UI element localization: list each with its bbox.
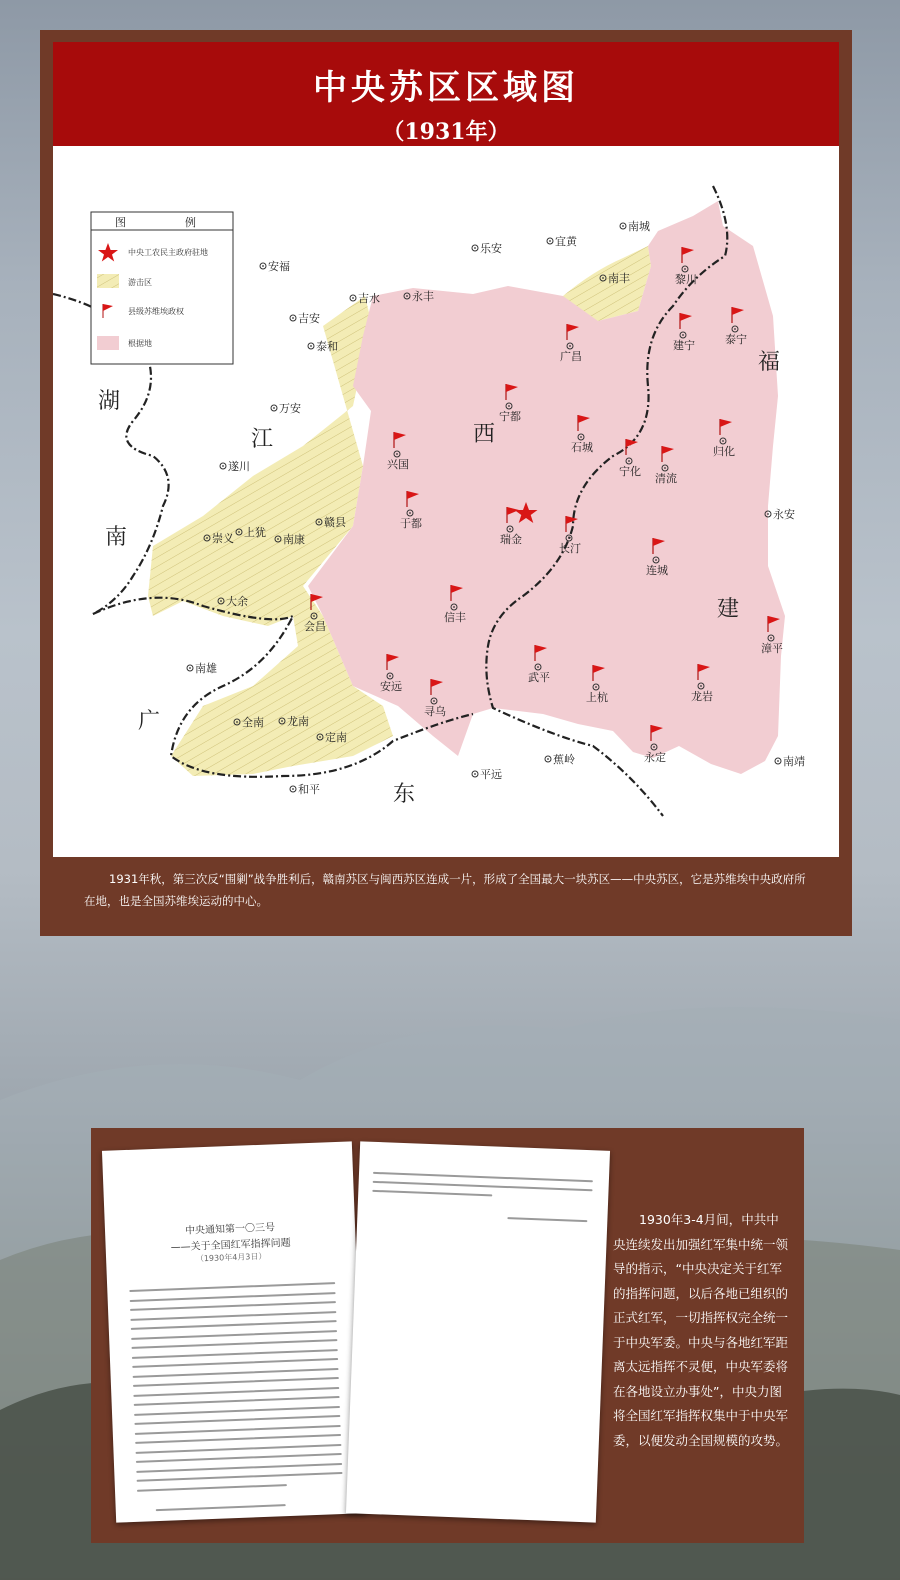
place-marker-dot bbox=[549, 240, 551, 242]
document-text-line bbox=[132, 1349, 338, 1359]
place-marker-dot bbox=[722, 440, 724, 442]
place-label: 广昌 bbox=[560, 350, 582, 363]
legend-item-label: 县级苏维埃政权 bbox=[128, 307, 184, 316]
document-date: （1930年4月3日） bbox=[195, 1251, 267, 1264]
document-description: 1930年3-4月间，中共中央连续发出加强红军集中统一领导的指示，“中央决定关于红军的指挥问题，以后各地已组织的正式红军，一切指挥权完全统一于中央军委。中央与各地红军距离太远指挥不灵便，中央军委将在各地设立办事处”，中央力图将全国红军指挥权集中于中央军委，以便发动全国规模的攻势。 bbox=[613, 1212, 789, 1448]
place-marker-dot bbox=[220, 600, 222, 602]
place-label: 黎川 bbox=[675, 273, 697, 286]
place-marker-dot bbox=[734, 328, 736, 330]
place-label: 遂川 bbox=[228, 460, 250, 473]
map-header bbox=[53, 42, 839, 146]
document-text-line bbox=[137, 1472, 343, 1482]
place-marker-dot bbox=[292, 317, 294, 319]
place-label: 连城 bbox=[646, 564, 668, 577]
place-label: 赣县 bbox=[324, 516, 346, 529]
document-text-line bbox=[133, 1387, 339, 1397]
place-label: 宁化 bbox=[619, 465, 641, 478]
legend bbox=[91, 212, 233, 364]
place-marker-dot bbox=[682, 334, 684, 336]
place-marker-dot bbox=[568, 537, 570, 539]
soviet-area-map bbox=[53, 146, 839, 857]
place-label: 万安 bbox=[279, 402, 301, 415]
place-marker-dot bbox=[292, 788, 294, 790]
document-text-line bbox=[131, 1320, 337, 1330]
document-text-line bbox=[129, 1282, 335, 1292]
place-label: 上犹 bbox=[244, 526, 266, 539]
province-label: 广 bbox=[138, 709, 161, 734]
place-label: 寻乌 bbox=[424, 705, 446, 718]
place-label: 平远 bbox=[480, 768, 502, 781]
place-label: 南康 bbox=[283, 533, 305, 546]
document-text-line bbox=[132, 1358, 338, 1368]
document-text-line bbox=[373, 1172, 593, 1182]
place-marker-dot bbox=[509, 528, 511, 530]
document-text-line bbox=[130, 1292, 336, 1302]
place-marker-dot bbox=[396, 453, 398, 455]
place-label: 长汀 bbox=[559, 542, 581, 555]
document-text-line bbox=[507, 1217, 587, 1222]
place-label: 全南 bbox=[242, 716, 264, 729]
document-body-text bbox=[102, 1141, 352, 1151]
document-text-line bbox=[137, 1484, 287, 1492]
legend-header-left: 图 bbox=[115, 216, 126, 229]
place-marker-dot bbox=[222, 465, 224, 467]
place-marker-dot bbox=[409, 512, 411, 514]
place-marker-dot bbox=[281, 720, 283, 722]
place-label: 吉安 bbox=[298, 312, 320, 325]
striped-area-icon bbox=[97, 274, 119, 288]
map-area bbox=[53, 146, 839, 857]
document-text-line bbox=[130, 1311, 336, 1321]
document-page-right bbox=[346, 1141, 610, 1522]
place-label: 定南 bbox=[325, 731, 347, 744]
place-marker-dot bbox=[453, 606, 455, 608]
document-page-left bbox=[102, 1141, 366, 1522]
place-marker-dot bbox=[622, 225, 624, 227]
place-label: 安福 bbox=[268, 260, 290, 273]
place-marker-dot bbox=[580, 436, 582, 438]
place-label: 石城 bbox=[571, 441, 593, 454]
place-marker-dot bbox=[238, 531, 240, 533]
map-panel bbox=[40, 30, 852, 936]
place-label: 瑞金 bbox=[500, 533, 522, 546]
place-marker-dot bbox=[433, 700, 435, 702]
place-marker-dot bbox=[262, 265, 264, 267]
place-label: 武平 bbox=[528, 671, 550, 684]
place-marker-dot bbox=[389, 675, 391, 677]
place-marker-dot bbox=[628, 460, 630, 462]
document-text-line bbox=[133, 1377, 339, 1387]
place-label: 清流 bbox=[655, 472, 677, 485]
document-text-line bbox=[134, 1405, 340, 1415]
place-label: 南雄 bbox=[195, 662, 217, 675]
place-label: 大余 bbox=[226, 595, 248, 608]
place-marker-dot bbox=[602, 277, 604, 279]
place-label: 兴国 bbox=[387, 458, 409, 471]
place-marker-dot bbox=[655, 559, 657, 561]
place-label: 蕉岭 bbox=[553, 753, 575, 766]
place-label: 永丰 bbox=[412, 290, 434, 303]
document-text-line bbox=[136, 1453, 342, 1463]
document-text-line bbox=[133, 1368, 339, 1378]
pink-area-icon bbox=[97, 336, 119, 350]
map-title: 中央苏区区域图 bbox=[313, 68, 579, 108]
place-label: 信丰 bbox=[444, 611, 466, 624]
place-marker-dot bbox=[547, 758, 549, 760]
legend-item-label: 根据地 bbox=[128, 339, 152, 348]
place-label: 会昌 bbox=[304, 620, 326, 633]
province-label: 东 bbox=[393, 782, 416, 807]
place-marker-dot bbox=[700, 685, 702, 687]
place-marker-dot bbox=[352, 297, 354, 299]
place-marker-dot bbox=[569, 345, 571, 347]
document-text-line bbox=[130, 1301, 336, 1311]
place-marker-dot bbox=[474, 247, 476, 249]
map-subtitle: （1931年） bbox=[382, 119, 510, 145]
place-marker-dot bbox=[684, 268, 686, 270]
document-text-line bbox=[131, 1339, 337, 1349]
place-marker-dot bbox=[767, 513, 769, 515]
place-marker-dot bbox=[310, 345, 312, 347]
document-text-line bbox=[134, 1415, 340, 1425]
province-label: 建 bbox=[717, 597, 740, 622]
place-label: 归化 bbox=[713, 445, 735, 458]
document-text-line bbox=[134, 1396, 340, 1406]
province-label: 福 bbox=[758, 350, 781, 375]
place-label: 宁都 bbox=[499, 410, 521, 423]
place-marker-dot bbox=[189, 667, 191, 669]
place-label: 乐安 bbox=[480, 242, 502, 255]
map-caption: 1931年秋，第三次反“围剿”战争胜利后，赣南苏区与闽西苏区连成一片，形成了全国最大一块苏区——中央苏区，它是苏维埃中央政府所在地，也是全国苏维埃运动的中心。 bbox=[84, 872, 806, 908]
place-label: 于都 bbox=[400, 517, 422, 530]
document-body-text bbox=[360, 1141, 610, 1151]
place-marker-dot bbox=[664, 467, 666, 469]
place-label: 崇义 bbox=[212, 532, 234, 545]
place-marker-dot bbox=[474, 773, 476, 775]
document-panel bbox=[91, 1128, 804, 1543]
document-title: 中央通知第一〇三号 bbox=[184, 1222, 276, 1237]
document-text-line bbox=[135, 1434, 341, 1444]
place-label: 和平 bbox=[298, 783, 320, 796]
legend-item-label: 中央工农民主政府驻地 bbox=[128, 248, 208, 257]
document-text-line bbox=[136, 1443, 342, 1453]
place-label: 安远 bbox=[380, 680, 402, 693]
place-marker-dot bbox=[770, 637, 772, 639]
province-label: 江 bbox=[251, 427, 274, 452]
document-text-line bbox=[131, 1330, 337, 1340]
place-label: 龙南 bbox=[287, 715, 309, 728]
legend-header-right: 例 bbox=[185, 216, 196, 229]
place-label: 龙岩 bbox=[691, 690, 713, 703]
place-marker-dot bbox=[508, 405, 510, 407]
place-label: 漳平 bbox=[761, 642, 783, 655]
place-marker-dot bbox=[313, 615, 315, 617]
document-subtitle: ——关于全国红军指挥问题 bbox=[170, 1237, 291, 1254]
document-text-line bbox=[135, 1424, 341, 1434]
document-text-line bbox=[136, 1462, 342, 1472]
place-label: 上杭 bbox=[586, 691, 608, 704]
place-marker-dot bbox=[406, 295, 408, 297]
place-label: 宜黄 bbox=[555, 235, 577, 248]
place-marker-dot bbox=[319, 736, 321, 738]
place-marker-dot bbox=[653, 746, 655, 748]
province-label: 南 bbox=[105, 525, 128, 550]
place-label: 南丰 bbox=[608, 272, 630, 285]
place-marker-dot bbox=[318, 521, 320, 523]
place-label: 泰和 bbox=[316, 340, 338, 353]
place-marker-dot bbox=[273, 407, 275, 409]
place-marker-dot bbox=[777, 760, 779, 762]
document-text-line bbox=[373, 1181, 593, 1191]
document-text-line bbox=[156, 1504, 286, 1511]
place-label: 南靖 bbox=[783, 755, 805, 768]
place-label: 永定 bbox=[644, 751, 666, 764]
place-marker-dot bbox=[277, 538, 279, 540]
place-label: 建宁 bbox=[673, 339, 695, 352]
document-text-line bbox=[372, 1190, 492, 1197]
place-label: 泰宁 bbox=[725, 333, 747, 346]
place-label: 永安 bbox=[773, 508, 795, 521]
place-marker-dot bbox=[595, 686, 597, 688]
place-marker-dot bbox=[537, 666, 539, 668]
place-marker-dot bbox=[236, 721, 238, 723]
place-label: 南城 bbox=[628, 220, 650, 233]
province-label: 湖 bbox=[98, 389, 121, 414]
place-marker-dot bbox=[206, 537, 208, 539]
province-label: 西 bbox=[473, 422, 496, 447]
place-label: 吉水 bbox=[358, 292, 380, 305]
legend-item-label: 游击区 bbox=[128, 278, 152, 287]
